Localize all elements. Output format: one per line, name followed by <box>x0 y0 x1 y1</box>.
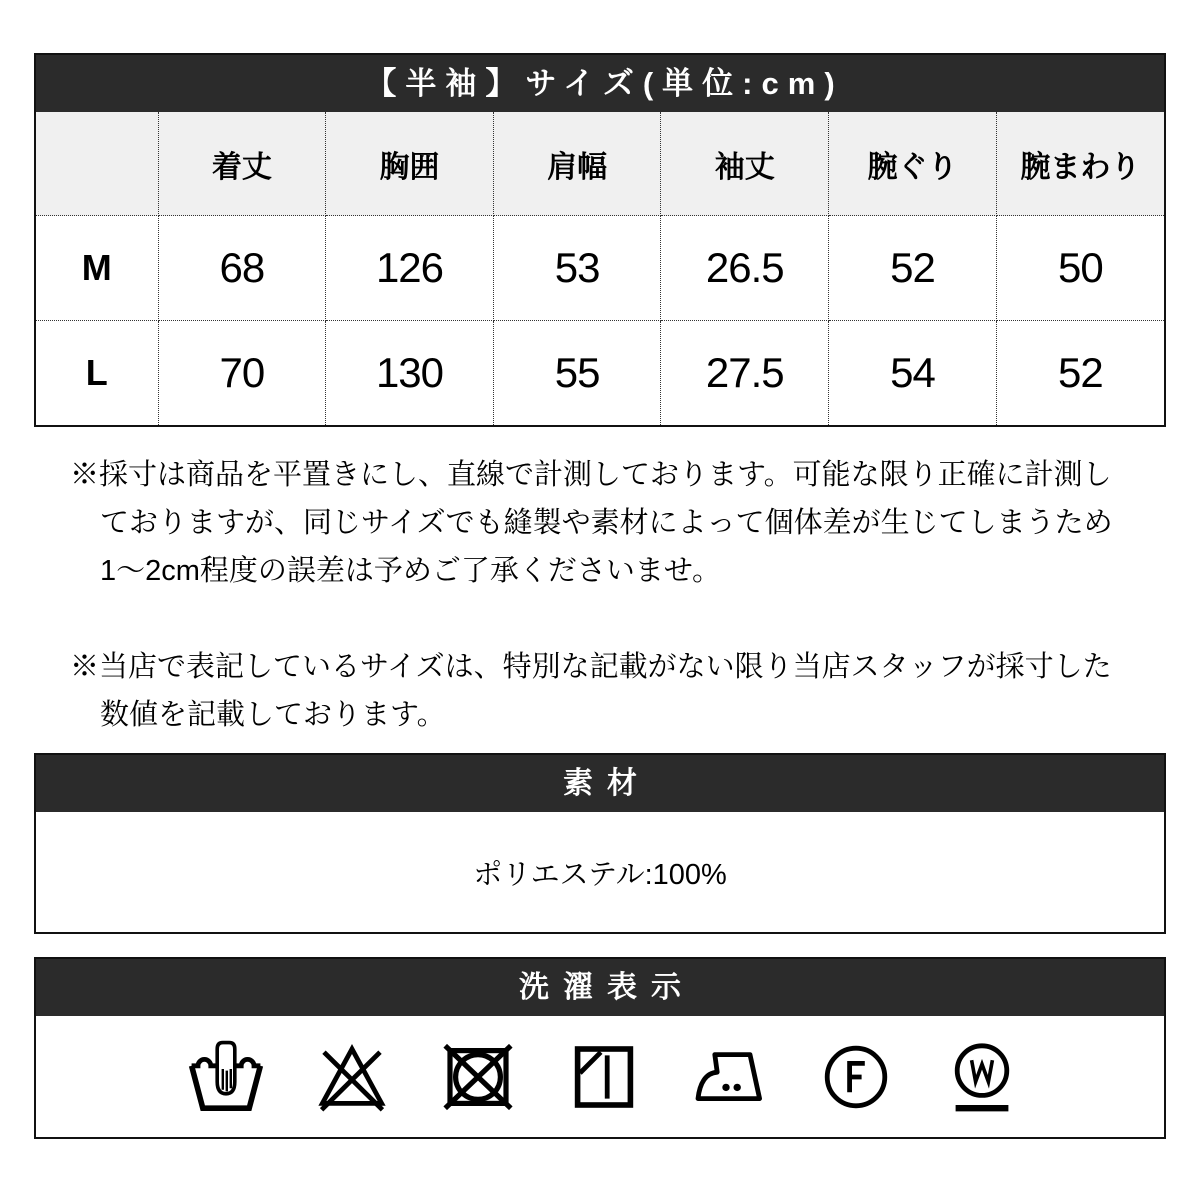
column-header: 腕ぐり <box>829 112 997 216</box>
measurement-disclaimer-note: ※採寸は商品を平置きにし、直線で計測しております。可能な限り正確に計測しておりますが、同じサイズでも縫製や素材によって個体差が生じてしまうため1〜2cm程度の誤差は予めご了承くださいませ。 <box>70 459 1113 587</box>
size-table-header-row <box>36 112 1164 216</box>
size-table-title: 【半袖】サイズ(単位:cm) <box>36 55 1164 112</box>
material-section <box>34 753 1166 934</box>
laundry-care-section <box>34 957 1166 1139</box>
do-not-tumble-dry-icon <box>438 1035 518 1119</box>
size-table-corner-cell <box>36 112 158 216</box>
measurement-value: 27.5 <box>661 321 829 426</box>
material-section-title: 素材 <box>36 755 1164 812</box>
hand-wash-icon <box>186 1035 266 1119</box>
measurement-value: 70 <box>158 321 326 426</box>
store-measurement-note: ※当店で表記しているサイズは、特別な記載がない限り当店スタッフが採寸した数値を記載しております。 <box>70 651 1112 731</box>
wet-clean-w-underlined-icon <box>942 1035 1022 1119</box>
column-header: 着丈 <box>158 112 326 216</box>
measurement-value: 130 <box>326 321 494 426</box>
size-table <box>36 112 1164 425</box>
column-header: 胸囲 <box>326 112 494 216</box>
column-header: 肩幅 <box>493 112 661 216</box>
iron-two-dots-icon <box>690 1035 770 1119</box>
size-label: M <box>36 216 158 321</box>
measurement-value: 68 <box>158 216 326 321</box>
laundry-section-title: 洗濯表示 <box>36 959 1164 1016</box>
measurement-value: 55 <box>493 321 661 426</box>
measurement-value: 126 <box>326 216 494 321</box>
line-dry-in-shade-icon <box>564 1035 644 1119</box>
dry-clean-f-icon <box>816 1035 896 1119</box>
size-label: L <box>36 321 158 426</box>
measurement-value: 52 <box>996 321 1164 426</box>
measurement-value: 50 <box>996 216 1164 321</box>
column-header: 袖丈 <box>661 112 829 216</box>
table-row-size-m <box>36 216 1164 321</box>
measurement-value: 52 <box>829 216 997 321</box>
column-header: 腕まわり <box>996 112 1164 216</box>
laundry-icons-row <box>36 1016 1164 1137</box>
measurement-value: 54 <box>829 321 997 426</box>
size-table-section <box>34 53 1166 427</box>
measurement-value: 53 <box>493 216 661 321</box>
do-not-bleach-icon <box>312 1035 392 1119</box>
material-value: ポリエステル:100% <box>36 812 1164 932</box>
table-row-size-l <box>36 321 1164 426</box>
measurement-value: 26.5 <box>661 216 829 321</box>
